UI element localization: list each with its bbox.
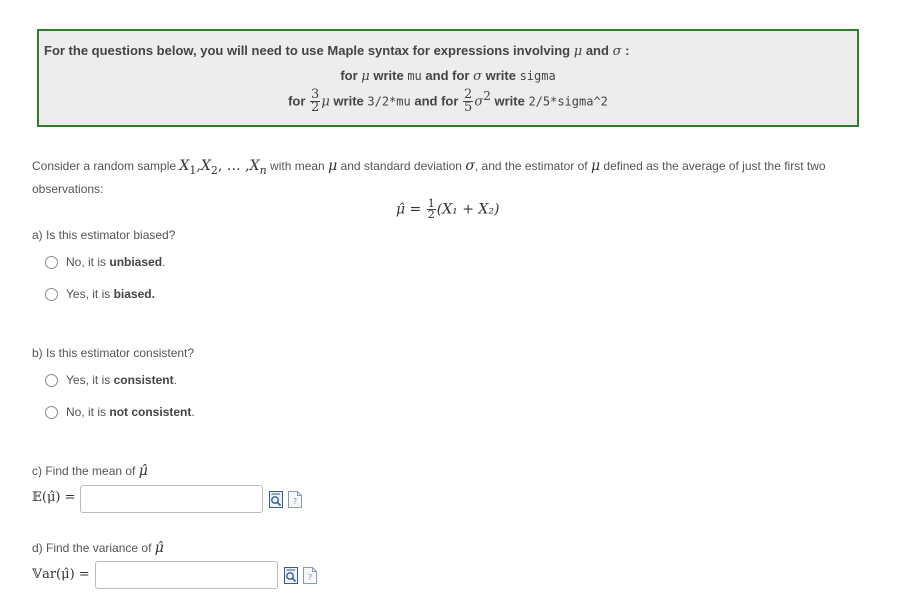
- svg-text:?: ?: [307, 573, 313, 582]
- line3-write2: write: [494, 93, 525, 109]
- question-b-option-consistent[interactable]: [45, 373, 177, 387]
- svg-text:?: ?: [292, 497, 298, 506]
- question-d-text: d) Find the variance of: [32, 541, 152, 555]
- radio-unbiased[interactable]: [45, 256, 58, 269]
- line3-code2: 2/5*sigma^2: [528, 94, 608, 109]
- xn-sub: n: [259, 163, 267, 177]
- line2-and-for: and for: [425, 68, 470, 83]
- consistent-prefix: Yes, it is: [66, 373, 111, 387]
- formula-lhs: μ̂ =: [396, 201, 422, 218]
- help-document-icon-2[interactable]: [303, 567, 317, 584]
- question-c-label: [32, 463, 148, 479]
- radio-consistent[interactable]: [45, 374, 58, 387]
- preview-icon-2[interactable]: [284, 567, 298, 584]
- intro-mu-symbol: μ: [328, 158, 338, 174]
- fraction-two-fifths: [463, 89, 473, 114]
- line2-write: write: [373, 68, 404, 83]
- fraction-three-halves: [310, 89, 320, 114]
- formula-den: 2: [427, 208, 435, 221]
- question-c-text: c) Find the mean of: [32, 464, 136, 478]
- sample-dots: , … ,: [217, 158, 250, 174]
- unbiased-bold: unbiased: [109, 255, 163, 269]
- biased-bold: biased.: [113, 287, 155, 301]
- line3-code1: 3/2*mu: [367, 94, 411, 109]
- line3-and-for: and for: [414, 93, 459, 109]
- x1-sub: 1: [189, 163, 197, 177]
- notice-line3: [39, 89, 857, 114]
- line2-sigma-symbol: σ: [473, 69, 482, 84]
- frac2-den: 5: [464, 100, 473, 116]
- intro-paragraph: [32, 157, 852, 198]
- formula-rhs: (X₁ + X₂): [436, 201, 500, 218]
- mu-symbol: μ: [573, 44, 583, 59]
- notice-line1: [44, 43, 629, 59]
- intro-part5: defined as the average of just the first two observations:: [32, 159, 826, 196]
- intro-mu-symbol-2: μ: [590, 158, 601, 174]
- question-b-label: b) Is this estimator consistent?: [32, 346, 195, 360]
- not-consistent-suffix: .: [191, 405, 195, 419]
- x1-letter: X: [179, 158, 190, 174]
- notice-line1-text: For the questions below, you will need to use Maple syntax for expressions involving: [44, 43, 571, 58]
- mean-answer-label: 𝔼(μ̂) =: [32, 490, 76, 505]
- consistent-suffix: .: [173, 373, 177, 387]
- xn-letter: X: [249, 158, 260, 174]
- line3-mu-symbol: μ: [321, 94, 330, 110]
- not-consistent-prefix: No, it is: [66, 405, 107, 419]
- frac1-den: 2: [311, 100, 320, 116]
- line2-sigma-code: sigma: [519, 69, 556, 83]
- sigma-squared-exponent: 2: [483, 89, 491, 103]
- help-document-icon[interactable]: [288, 491, 302, 508]
- unbiased-prefix: No, it is: [66, 255, 107, 269]
- intro-part4: , and the estimator of: [474, 159, 588, 173]
- frac1-num: 3: [311, 87, 320, 103]
- line3-for: for: [288, 93, 306, 109]
- variance-answer-input[interactable]: [95, 561, 278, 589]
- preview-icon[interactable]: [269, 491, 283, 508]
- formula-num: 1: [427, 197, 435, 210]
- question-d-mu-hat: μ̂: [154, 540, 164, 556]
- x2-letter: X: [200, 158, 211, 174]
- unbiased-suffix: .: [162, 255, 166, 269]
- line3-write: write: [333, 93, 364, 109]
- maple-syntax-notice: [37, 29, 859, 127]
- question-c-mu-hat: μ̂: [138, 463, 148, 479]
- biased-prefix: Yes, it is: [66, 287, 111, 301]
- line2-write2: write: [485, 68, 516, 83]
- intro-part3: and standard deviation: [340, 159, 462, 173]
- question-d-label: [32, 540, 164, 556]
- line3-sigma-symbol: σ: [474, 94, 484, 110]
- radio-not-consistent[interactable]: [45, 406, 58, 419]
- question-a-label: a) Is this estimator biased?: [32, 228, 176, 242]
- formula-fraction: [427, 199, 436, 220]
- notice-line2: [39, 68, 857, 84]
- question-b-option-not-consistent[interactable]: [45, 405, 195, 419]
- notice-and-text: and: [585, 43, 609, 58]
- line2-mu-symbol: μ: [361, 69, 370, 84]
- variance-answer-label: 𝕍ar(μ̂) =: [32, 567, 90, 582]
- frac2-num: 2: [464, 87, 473, 103]
- sigma-symbol: σ: [612, 44, 622, 59]
- intro-sigma-symbol: σ: [465, 158, 475, 174]
- consistent-bold: consistent: [113, 373, 174, 387]
- line2-mu-code: mu: [407, 69, 422, 83]
- intro-part2: with mean: [270, 159, 325, 173]
- question-a-option-biased[interactable]: [45, 287, 155, 301]
- mean-answer-input[interactable]: [80, 485, 263, 513]
- line2-for: for: [340, 68, 358, 83]
- notice-colon: :: [625, 43, 630, 58]
- question-a-option-unbiased[interactable]: [45, 255, 165, 269]
- sample-expression: $X_1,X_2$, … $,X_n$: [179, 158, 267, 177]
- intro-part1: Consider a random sample: [32, 159, 177, 173]
- x2-sub: 2: [210, 163, 218, 177]
- not-consistent-bold: not consistent: [109, 405, 192, 419]
- radio-biased[interactable]: [45, 288, 58, 301]
- estimator-formula: [396, 199, 499, 220]
